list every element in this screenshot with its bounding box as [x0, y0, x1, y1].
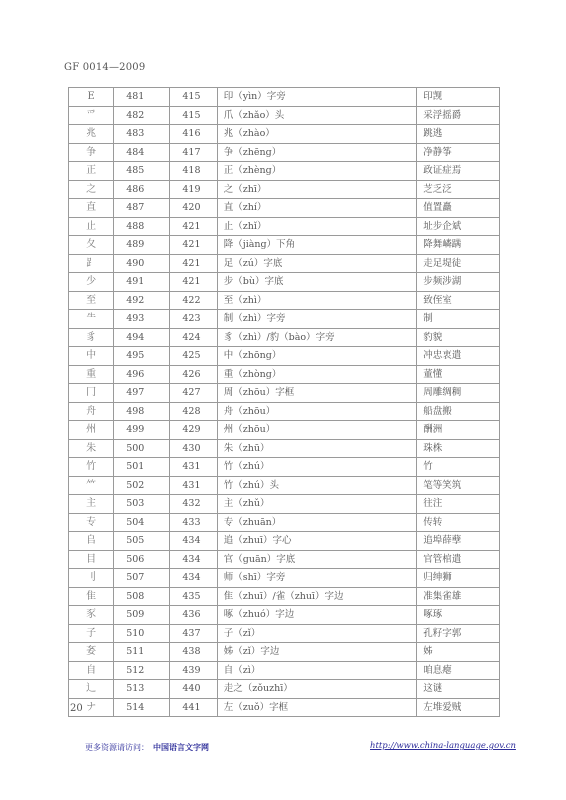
component-cell: ⺮	[69, 476, 114, 495]
sequence-cell: 487	[114, 199, 170, 218]
name-cell: 姊（zǐ）字边	[217, 643, 417, 662]
table-row	[69, 88, 500, 107]
table-row	[69, 106, 500, 125]
group-cell: 433	[170, 513, 217, 532]
examples-cell: 印觊	[417, 88, 500, 107]
name-cell: 中（zhōng）	[217, 347, 417, 366]
group-cell: 434	[170, 550, 217, 569]
sequence-cell: 491	[114, 273, 170, 292]
component-cell: 辶	[69, 680, 114, 699]
name-cell: 足（zú）字底	[217, 254, 417, 273]
group-cell: 418	[170, 162, 217, 181]
name-cell: 走之（zǒuzhī）	[217, 680, 417, 699]
group-cell: 421	[170, 254, 217, 273]
examples-cell: 传转	[417, 513, 500, 532]
group-cell: 416	[170, 125, 217, 144]
name-cell: 降（jiàng）下角	[217, 236, 417, 255]
component-cell: 舟	[69, 402, 114, 421]
table-row	[69, 199, 500, 218]
name-cell: 左（zuǒ）字框	[217, 698, 417, 717]
group-cell: 419	[170, 180, 217, 199]
group-cell: 434	[170, 532, 217, 551]
table-row	[69, 532, 500, 551]
table-row	[69, 217, 500, 236]
table-row	[69, 236, 500, 255]
sequence-cell: 483	[114, 125, 170, 144]
examples-cell: 准集雀雄	[417, 587, 500, 606]
sequence-cell: 485	[114, 162, 170, 181]
name-cell: 豸（zhì）/豹（bào）字旁	[217, 328, 417, 347]
group-cell: 430	[170, 439, 217, 458]
name-cell: 正（zhèng）	[217, 162, 417, 181]
examples-cell: 笔等笑筑	[417, 476, 500, 495]
examples-cell: 芝乏泛	[417, 180, 500, 199]
table-row	[69, 162, 500, 181]
examples-cell: 珠株	[417, 439, 500, 458]
component-cell: 竹	[69, 458, 114, 477]
examples-cell: 孔籽字郭	[417, 624, 500, 643]
table-row	[69, 384, 500, 403]
group-cell: 426	[170, 365, 217, 384]
examples-cell: 豹貌	[417, 328, 500, 347]
table-row	[69, 402, 500, 421]
sequence-cell: 500	[114, 439, 170, 458]
table-row	[69, 698, 500, 717]
table-row	[69, 143, 500, 162]
examples-cell: 政证症焉	[417, 162, 500, 181]
group-cell: 432	[170, 495, 217, 514]
component-cell: 刂	[69, 569, 114, 588]
table-row	[69, 513, 500, 532]
sequence-cell: 504	[114, 513, 170, 532]
group-cell: 439	[170, 661, 217, 680]
group-cell: 431	[170, 476, 217, 495]
component-cell: 豕	[69, 606, 114, 625]
sequence-cell: 481	[114, 88, 170, 107]
group-cell: 427	[170, 384, 217, 403]
examples-cell: 往注	[417, 495, 500, 514]
table-row	[69, 661, 500, 680]
component-cell: 直	[69, 199, 114, 218]
sequence-cell: 488	[114, 217, 170, 236]
sequence-cell: 513	[114, 680, 170, 699]
examples-cell: 酬洲	[417, 421, 500, 440]
component-cell: 主	[69, 495, 114, 514]
name-cell: 爪（zhǎo）头	[217, 106, 417, 125]
group-cell: 415	[170, 106, 217, 125]
name-cell: 隹（zhuī）/雀（zhuī）字边	[217, 587, 417, 606]
table-row	[69, 254, 500, 273]
examples-cell: 净静筝	[417, 143, 500, 162]
name-cell: 步（bù）字底	[217, 273, 417, 292]
table-row	[69, 365, 500, 384]
sequence-cell: 502	[114, 476, 170, 495]
table-row	[69, 273, 500, 292]
examples-cell: 致侄室	[417, 291, 500, 310]
table-row	[69, 606, 500, 625]
sequence-cell: 512	[114, 661, 170, 680]
group-cell: 424	[170, 328, 217, 347]
component-cell: 专	[69, 513, 114, 532]
table-row	[69, 495, 500, 514]
name-cell: 州（zhōu）	[217, 421, 417, 440]
name-cell: 专（zhuān）	[217, 513, 417, 532]
sequence-cell: 503	[114, 495, 170, 514]
group-cell: 429	[170, 421, 217, 440]
sequence-cell: 508	[114, 587, 170, 606]
examples-cell: 值置矗	[417, 199, 500, 218]
sequence-cell: 514	[114, 698, 170, 717]
sequence-cell: 497	[114, 384, 170, 403]
sequence-cell: 498	[114, 402, 170, 421]
component-cell: 爫	[69, 106, 114, 125]
examples-cell: 跳逃	[417, 125, 500, 144]
table-row	[69, 569, 500, 588]
page-number: 20	[70, 703, 83, 714]
footer-resource-note	[85, 742, 209, 753]
group-cell: 421	[170, 273, 217, 292]
name-cell: 官（guān）字底	[217, 550, 417, 569]
table-row	[69, 439, 500, 458]
sequence-cell: 482	[114, 106, 170, 125]
sequence-cell: 490	[114, 254, 170, 273]
component-cell: 𠂤	[69, 532, 114, 551]
sequence-cell: 493	[114, 310, 170, 329]
component-cell: E	[69, 88, 114, 107]
group-cell: 436	[170, 606, 217, 625]
sequence-cell: 484	[114, 143, 170, 162]
name-cell: 舟（zhōu）	[217, 402, 417, 421]
component-cell: 隹	[69, 587, 114, 606]
name-cell: 师（shī）字旁	[217, 569, 417, 588]
footer-prefix: 更多资源请访问：	[85, 743, 149, 752]
component-cell: 豸	[69, 328, 114, 347]
sequence-cell: 492	[114, 291, 170, 310]
component-cell: 朱	[69, 439, 114, 458]
table-row	[69, 680, 500, 699]
name-cell: 主（zhǔ）	[217, 495, 417, 514]
name-cell: 止（zhǐ）	[217, 217, 417, 236]
name-cell: 重（zhòng）	[217, 365, 417, 384]
component-cell: 至	[69, 291, 114, 310]
group-cell: 422	[170, 291, 217, 310]
examples-cell: 追埠薛孽	[417, 532, 500, 551]
examples-cell: 船盘搬	[417, 402, 500, 421]
examples-cell: 董懂	[417, 365, 500, 384]
examples-cell: 这谜	[417, 680, 500, 699]
component-cell: 㚣	[69, 643, 114, 662]
table-row	[69, 328, 500, 347]
examples-cell: 姊	[417, 643, 500, 662]
name-cell: 争（zhēng）	[217, 143, 417, 162]
group-cell: 435	[170, 587, 217, 606]
sequence-cell: 496	[114, 365, 170, 384]
group-cell: 428	[170, 402, 217, 421]
component-cell: 中	[69, 347, 114, 366]
name-cell: 制（zhì）字旁	[217, 310, 417, 329]
group-cell: 421	[170, 236, 217, 255]
name-cell: 印（yìn）字旁	[217, 88, 417, 107]
group-cell: 438	[170, 643, 217, 662]
component-cell: 之	[69, 180, 114, 199]
sequence-cell: 511	[114, 643, 170, 662]
group-cell: 421	[170, 217, 217, 236]
group-cell: 417	[170, 143, 217, 162]
component-cell: 夂	[69, 236, 114, 255]
component-cell: 子	[69, 624, 114, 643]
examples-cell: 周雕绸稠	[417, 384, 500, 403]
examples-cell: 走足堤徒	[417, 254, 500, 273]
table-row	[69, 550, 500, 569]
group-cell: 434	[170, 569, 217, 588]
sequence-cell: 489	[114, 236, 170, 255]
name-cell: 之（zhī）	[217, 180, 417, 199]
component-cell: 自	[69, 661, 114, 680]
name-cell: 追（zhuī）字心	[217, 532, 417, 551]
sequence-cell: 506	[114, 550, 170, 569]
component-cell: 冂	[69, 384, 114, 403]
component-cell: 目	[69, 550, 114, 569]
standard-code: GF 0014—2009	[64, 62, 146, 73]
table-row	[69, 587, 500, 606]
group-cell: 423	[170, 310, 217, 329]
component-cell: 少	[69, 273, 114, 292]
component-cell: 正	[69, 162, 114, 181]
examples-cell: 步频涉湖	[417, 273, 500, 292]
group-cell: 431	[170, 458, 217, 477]
examples-cell: 址步企斌	[417, 217, 500, 236]
examples-cell: 降舞嶙蹒	[417, 236, 500, 255]
sequence-cell: 501	[114, 458, 170, 477]
table-row	[69, 624, 500, 643]
component-cell: ⺧	[69, 310, 114, 329]
name-cell: 啄（zhuó）字边	[217, 606, 417, 625]
name-cell: 周（zhōu）字框	[217, 384, 417, 403]
examples-cell: 官管棺遣	[417, 550, 500, 569]
name-cell: 兆（zhào）	[217, 125, 417, 144]
table-row	[69, 458, 500, 477]
name-cell: 朱（zhū）	[217, 439, 417, 458]
table-row	[69, 643, 500, 662]
sequence-cell: 495	[114, 347, 170, 366]
name-cell: 竹（zhú）	[217, 458, 417, 477]
footer-site-name: 中国语言文字网	[153, 742, 209, 752]
examples-cell: 咱息瘪	[417, 661, 500, 680]
examples-cell: 采浮摇爵	[417, 106, 500, 125]
name-cell: 竹（zhú）头	[217, 476, 417, 495]
component-cell: ナ	[69, 698, 114, 717]
group-cell: 441	[170, 698, 217, 717]
examples-cell: 制	[417, 310, 500, 329]
table-row	[69, 421, 500, 440]
component-cell: 止	[69, 217, 114, 236]
name-cell: 直（zhí）	[217, 199, 417, 218]
table-row	[69, 476, 500, 495]
name-cell: 至（zhì）	[217, 291, 417, 310]
examples-cell: 竹	[417, 458, 500, 477]
component-cell: 重	[69, 365, 114, 384]
table-row	[69, 180, 500, 199]
group-cell: 425	[170, 347, 217, 366]
component-cell: ⻊	[69, 254, 114, 273]
group-cell: 415	[170, 88, 217, 107]
component-cell: 州	[69, 421, 114, 440]
component-cell: 争	[69, 143, 114, 162]
component-cell: 兆	[69, 125, 114, 144]
sequence-cell: 505	[114, 532, 170, 551]
examples-cell: 冲忠衷遣	[417, 347, 500, 366]
component-table	[68, 87, 500, 717]
examples-cell: 归绅狮	[417, 569, 500, 588]
sequence-cell: 510	[114, 624, 170, 643]
examples-cell: 左堆爱贼	[417, 698, 500, 717]
table-row	[69, 291, 500, 310]
name-cell: 自（zì）	[217, 661, 417, 680]
footer-url-link[interactable]: http://www.china-language.gov.cn	[370, 741, 516, 751]
group-cell: 440	[170, 680, 217, 699]
sequence-cell: 499	[114, 421, 170, 440]
sequence-cell: 507	[114, 569, 170, 588]
sequence-cell: 509	[114, 606, 170, 625]
group-cell: 420	[170, 199, 217, 218]
table-row	[69, 347, 500, 366]
name-cell: 子（zǐ）	[217, 624, 417, 643]
table-row	[69, 310, 500, 329]
table-row	[69, 125, 500, 144]
sequence-cell: 494	[114, 328, 170, 347]
examples-cell: 啄琢	[417, 606, 500, 625]
group-cell: 437	[170, 624, 217, 643]
sequence-cell: 486	[114, 180, 170, 199]
